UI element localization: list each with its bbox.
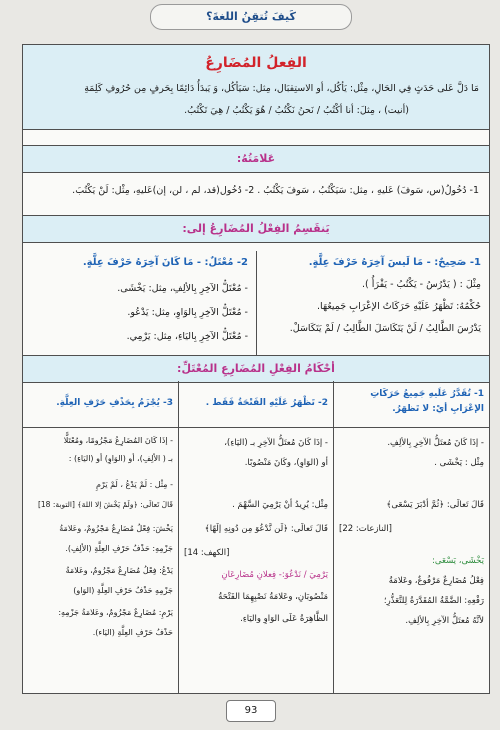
sahih-example-2: يَدْرُسَ الطَّالِبُ / لَنْ يَتَكَاسَلَ الطَّالِبُ / لَمْ يَتَكَاسَلْ. (289, 323, 481, 334)
rule-col-1: 1- تُقَدَّرُ عَلَيهِ جَمِيعُ حَرَكَاتِ الإعْرَابِ أيْ: لا تَظهَرُ. - إذَا كَانَ مُعتَلُّ الآخِرِ بِالألِفِ. مِثْل : يَخْشَى . قَالَ تَعالَى: ﴿ثُمَّ أدْبَرَ يَسْعَى﴾ [النازعات: 22] يَخْشَى، يَسْعَى: فِعْلُ مُضَارِعٌ مَرْفُوعٌ، وعَلامَةُ رَفْعِهِ: الضَّمَّةُ المُقَدَّرَةُ لِلتَّعَذُّرِ؛ لأنَّهُ مُعتَلُّ الآخِرِ بِالألِفِ. (339, 389, 484, 626)
definition-line-2: (أنيت) ، مِثلَ: أنا أكْتُبُ / نَحنُ نَكْتُبُ / هُوَ يَكْتُبُ / هِيَ تَكْتُبُ. (184, 105, 409, 116)
definition-section (23, 45, 489, 130)
sahih-rule: حُكْمُهُ: تَظْهَرُ عَلَيْهِ حَرَكَاتُ الإعْرَابِ جَمِيعُهَا. (317, 301, 481, 312)
rule-col-3: 3- يُجْزَمُ بِحَذْفِ حَرْفِ العِلَّةِ. - إذَا كَانَ المُضَارِعُ مَجْزُومًا، ومُعْتَلًّا بـ ( الألِفِ)، أو (الوَاوِ) أو (اليَاءِ) : - مِثْل : لَمْ يَدْعُ ، لَمْ يَرْمِ قَالَ تَعالَى: ﴿ولَمْ يَخْشَ إلا اللهَ﴾ [التوبة: 18] يَخْشَ: فِعْلُ مُضَارِعٌ مَجْزُومٌ، وعَلامَةُ جَزْمِهِ: حَذْفُ حَرْفِ العِلَّةِ (الألِفِ). يَدْعُ: فِعْلُ مُضَارِعٌ مَجْزُومٌ، وعَلامَةُ جَزْمِهِ حَذْفُ حَرْفِ العِلَّةِ (الوَاو) يَرْمِ: مُضَارِعٌ مَجْزُومٌ، وعَلامَةُ جَزْمِهِ: حَذْفُ حَرْفِ العِلَّةِ (اليَاء). (37, 398, 173, 637)
rules-heading: أحْكَامُ الفِعْلِ المُضَارِعِ المُعْتَلِّ: (23, 355, 489, 383)
page-number: 93 (226, 700, 276, 722)
sign-heading: عَلامَتُهُ: (23, 145, 489, 173)
sign-text: 1- دُخُولُ(س، سَوفَ) عَليهِ ، مِثل: سَيَكْتُبُ ، سَوفَ يَكْتُبُ . 2- دُخُول(قد، لم ، لن، إن)عَليهِ، مِثْل: لَنْ يَكْتُبَ. (72, 185, 479, 196)
mutal-box: 2- مُعْتَلٌ: - مَا كَانَ آخِرَهُ حَرْفَ عِلَّةٍ. - مُعْتَلُّ الآخِرِ بِالألِفِ، مِثل: يَخْشَى. - مُعْتَلُّ الآخِرِ بِالوَاوِ، مِثل: يَدْعُو. - مُعْتَلُّ الآخِرِ بِاليَاءِ، مِثل: يَرْمِي. (82, 257, 248, 342)
division-heading: يَنقَسِمُ الفِعْلُ المُضَارِعُ إلى: (23, 215, 489, 243)
definition-line-1: مَا دَلَّ عَلى حَدَثٍ فِي الحَالِ، مِثْل: يَأكُل، أو الاستِقبَال، مِثل: سَيَأكُل، وَ يَبدَأُ دَائِمًا بِحَرفٍ مِن حُرُوفِ كَلِمَةِ (84, 83, 479, 94)
rule-col-2: 2- تَظْهَرُ عَلَيْهِ الفَتْحَةُ فَقَط . - إذَا كَانَ مُعتَلُّ الآخِرِ بـ (اليَاءِ)، أو (الوَاوِ)، وكَانَ مَنْصُوبًا. مِثْل: يُرِيدُ أنْ يَرْمِيَ السَّهْمَ . قَالَ تَعالَى: ﴿لَن نَّدْعُوَ مِن دُونِهِ إلَهًا﴾ [الكهف: 14] يَرْمِيَ / نَدْعُوَ:- فِعلانِ مُضَارِعَانِ مَنْصُوبَانِ، وعَلامَةُ نَصْبِهِمَا الفَتْحَةُ الظَّاهِرَةُ عَلَى الوَاوِ واليَاءِ. (184, 398, 328, 624)
chapter-header: كَيفَ تُتقِنُ اللغةَ؟ (150, 4, 352, 30)
page-title: الفِعلُ المُضَارِعُ (205, 55, 307, 71)
content-frame (22, 44, 490, 694)
sahih-box: 1- صَحِيحٌ: - مَا لَيسَ آخِرَهُ حَرْفَ عِلَّةٍ. مِثْلَ : ( يَدْرُسُ - يَكْتُبُ - يَقْرَأُ ). حُكْمُهُ: تَظْهَرُ عَلَيْهِ حَرَكَاتُ الإعْرَابِ جَمِيعُهَا. يَدْرُسَ الطَّالِبُ / لَنْ يَتَكَاسَلَ الطَّالِبُ / لَمْ يَتَكَاسَلْ. (256, 251, 489, 355)
sahih-example: مِثْلَ : ( يَدْرُسُ - يَكْتُبُ - يَقْرَأُ ). (361, 279, 481, 290)
